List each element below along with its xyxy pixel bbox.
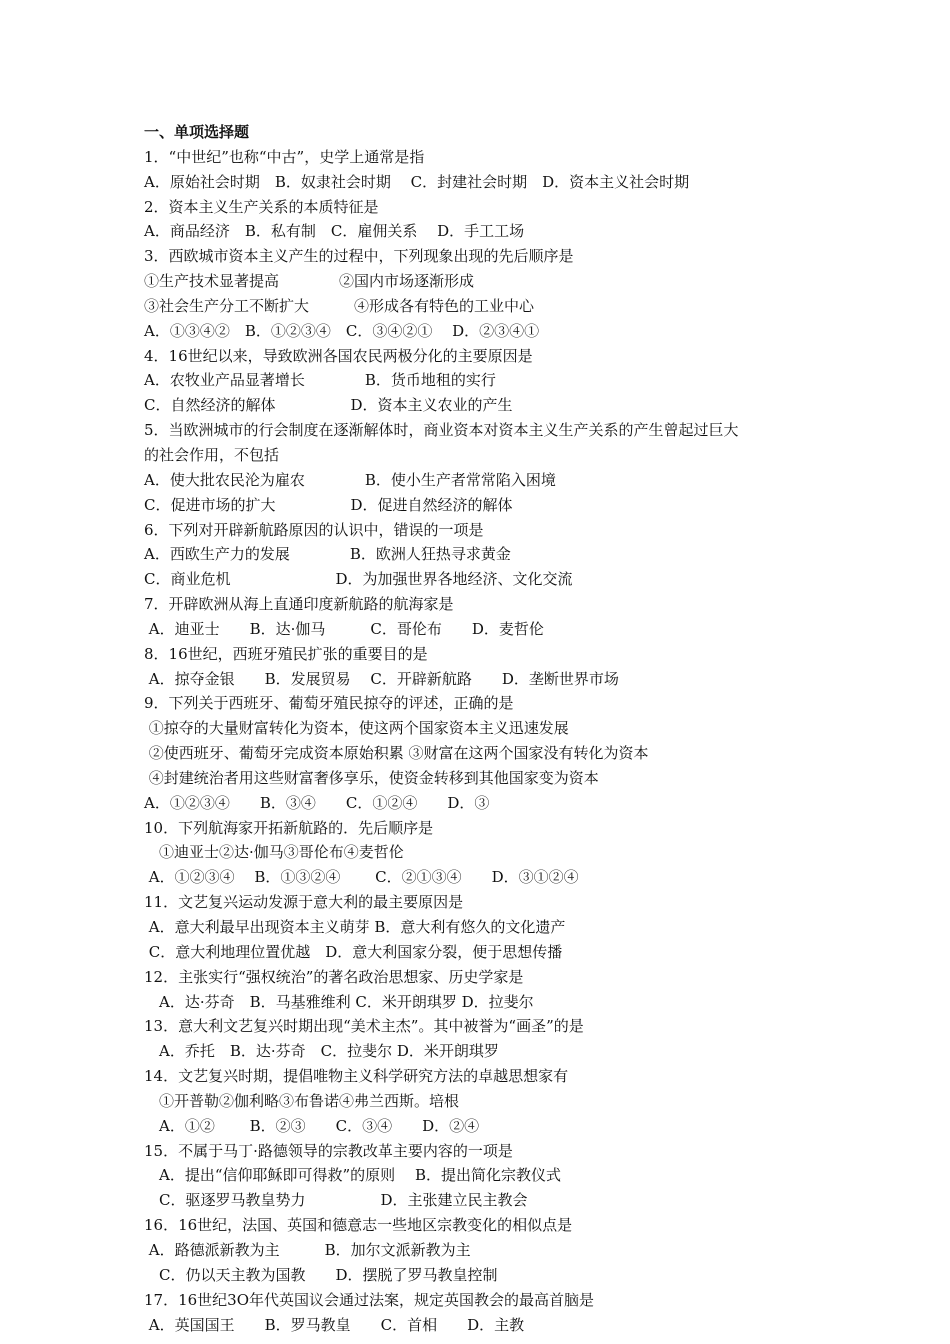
option-line: A．提出“信仰耶稣即可得救”的原则 B．提出简化宗教仪式 bbox=[144, 1166, 561, 1185]
question-line: 11．文艺复兴运动发源于意大利的最主要原因是 bbox=[144, 893, 464, 912]
option-line: A．原始社会时期 B．奴隶社会时期 C．封建社会时期 D．资本主义社会时期 bbox=[144, 172, 690, 191]
question-line: 16．16世纪，法国、英国和德意志一些地区宗教变化的相似点是 bbox=[144, 1216, 573, 1235]
option-line: C．促进市场的扩大 D．促进自然经济的解体 bbox=[144, 495, 513, 514]
item-line: ④封建统治者用这些财富奢侈享乐，使资金转移到其他国家变为资本 bbox=[144, 768, 599, 787]
question-line: 10．下列航海家开拓新航路的．先后顺序是 bbox=[144, 818, 434, 837]
option-line: A．①② B．②③ C．③④ D．②④ bbox=[144, 1116, 480, 1135]
option-line: A．西欧生产力的发展 B．欧洲人狂热寻求黄金 bbox=[144, 545, 511, 564]
item-line: ①开普勒②伽利略③布鲁诺④弗兰西斯。培根 bbox=[144, 1091, 460, 1110]
option-line: A．使大批农民沦为雇农 B．使小生产者常常陷入困境 bbox=[144, 470, 556, 489]
option-line: C．自然经济的解体 D．资本主义农业的产生 bbox=[144, 396, 513, 415]
option-line: A．路德派新教为主 B．加尔文派新教为主 bbox=[144, 1240, 471, 1259]
question-line: 9．下列关于西班牙、葡萄牙殖民掠夺的评述，正确的是 bbox=[144, 694, 514, 713]
item-line: ③社会生产分工不断扩大 ④形成各有特色的工业中心 bbox=[144, 296, 535, 315]
item-line: ①掠夺的大量财富转化为资本，使这两个国家资本主义迅速发展 bbox=[144, 719, 569, 738]
section-title: 一、单项选择题 bbox=[144, 123, 250, 141]
option-line: C．商业危机 D．为加强世界各地经济、文化交流 bbox=[144, 570, 573, 589]
question-line: 的社会作用，不包括 bbox=[144, 445, 280, 464]
question-line: 15．不属于马丁·路德领导的宗教改革主要内容的一项是 bbox=[144, 1141, 513, 1160]
question-line: 3．西欧城市资本主义产生的过程中，下列现象出现的先后顺序是 bbox=[144, 247, 574, 266]
question-line: 1．“中世纪”也称“中古”，史学上通常是指 bbox=[144, 147, 425, 166]
option-line: A．达·芬奇 B．马基雅维利 C．米开朗琪罗 D．拉斐尔 bbox=[144, 992, 534, 1011]
item-line: ①生产技术显著提高 ②国内市场逐渐形成 bbox=[144, 272, 475, 291]
option-line: A．迪亚士 B．达·伽马 C．哥伦布 D．麦哲伦 bbox=[144, 619, 544, 638]
item-line: ②使西班牙、葡萄牙完成资本原始积累 ③财富在这两个国家没有转化为资本 bbox=[144, 744, 649, 763]
question-line: 14．文艺复兴时期，提倡唯物主义科学研究方法的卓越思想家有 bbox=[144, 1067, 569, 1086]
item-line: ①迪亚士②达·伽马③哥伦布④麦哲伦 bbox=[144, 843, 404, 862]
option-line: A．意大利最早出现资本主义萌芽 B．意大利有悠久的文化遗产 bbox=[144, 918, 566, 936]
option-line: A．①③④② B．①②③④ C．③④②① D．②③④① bbox=[144, 321, 540, 340]
option-line: A．①②③④ B．①③②④ C．②①③④ D．③①②④ bbox=[144, 868, 579, 887]
option-line: C．驱逐罗马教皇势力 D．主张建立民主教会 bbox=[144, 1191, 528, 1210]
question-line: 7．开辟欧洲从海上直通印度新航路的航海家是 bbox=[144, 595, 454, 614]
option-line: A．掠夺金银 B．发展贸易 C．开辟新航路 D．垄断世界市场 bbox=[144, 669, 619, 688]
question-line: 6．下列对开辟新航路原因的认识中，错误的一项是 bbox=[144, 520, 484, 539]
option-line: A．英国国王 B．罗马教皇 C．首相 D．主教 bbox=[144, 1315, 525, 1334]
option-line: A．①②③④ B．③④ C．①②④ D．③ bbox=[144, 793, 490, 812]
question-line: 12．主张实行“强权统治”的著名政治思想家、历史学家是 bbox=[144, 967, 524, 986]
question-line: 4．16世纪以来，导致欧洲各国农民两极分化的主要原因是 bbox=[144, 346, 533, 365]
question-line: 13．意大利文艺复兴时期出现“美术主杰”。其中被誉为“画圣”的是 bbox=[144, 1017, 584, 1036]
document-body bbox=[144, 120, 834, 1337]
question-line: 2．资本主义生产关系的本质特征是 bbox=[144, 197, 379, 216]
option-line: C．意大利地理位置优越 D．意大利国家分裂，便于思想传播 bbox=[144, 942, 563, 961]
option-line: A．乔托 B．达·芬奇 C．拉斐尔 D．米开朗琪罗 bbox=[144, 1042, 499, 1061]
question-line: 5．当欧洲城市的行会制度在逐渐解体时，商业资本对资本主义生产关系的产生曾起过巨大 bbox=[144, 421, 739, 440]
question-line: 17．16世纪3O年代英国议会通过法案，规定英国教会的最高首脑是 bbox=[144, 1290, 595, 1309]
option-line: A．商品经济 B．私有制 C．雇佣关系 D．手工工场 bbox=[144, 222, 525, 241]
question-line: 8．16世纪，西班牙殖民扩张的重要目的是 bbox=[144, 644, 428, 663]
option-line: C．仍以天主教为国教 D．摆脱了罗马教皇控制 bbox=[144, 1265, 498, 1284]
option-line: A．农牧业产品显著增长 B．货币地租的实行 bbox=[144, 371, 496, 390]
